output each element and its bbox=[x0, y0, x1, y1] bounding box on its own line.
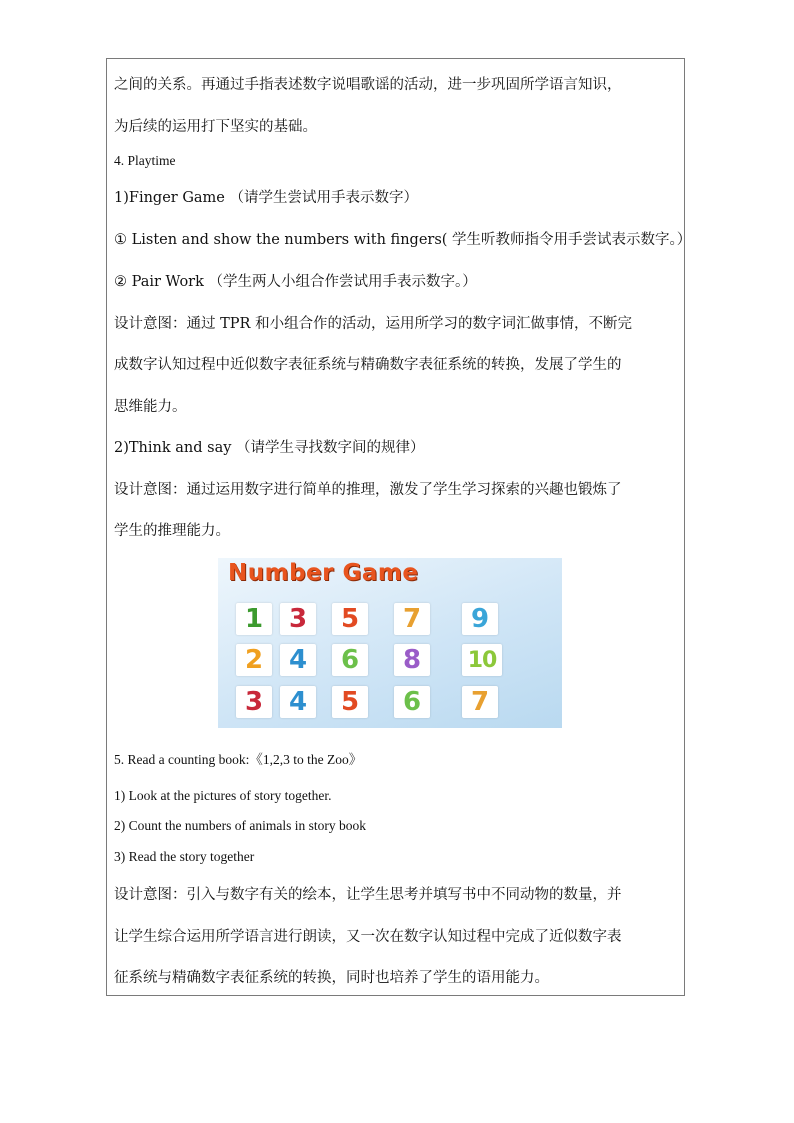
design-intent-1-line-2: 成数字认知过程中近似数字表征系统与精确数字表征系统的转换，发展了学生的 bbox=[114, 357, 622, 373]
number-tile-row2-4: 4 bbox=[280, 644, 316, 676]
number-tile-row1-3: 3 bbox=[280, 603, 316, 635]
number-tile-row3-5: 5 bbox=[332, 686, 368, 718]
number-tile-row3-7: 7 bbox=[462, 686, 498, 718]
step-listen-show: ① Listen and show the numbers with fingers( 学生听教师指令用手尝试表示数字。） bbox=[114, 232, 692, 248]
number-tile-row1-5: 5 bbox=[332, 603, 368, 635]
section-heading-playtime: 4. Playtime bbox=[114, 153, 176, 168]
step-read-story: 3) Read the story together bbox=[114, 849, 255, 864]
number-tile-row3-3: 3 bbox=[236, 686, 272, 718]
number-tile-row1-7: 7 bbox=[394, 603, 430, 635]
number-tile-row2-10: 10 bbox=[462, 644, 502, 676]
design-intent-3-line-3: 征系统与精确数字表征系统的转换，同时也培养了学生的语用能力。 bbox=[114, 970, 549, 986]
number-game-image bbox=[218, 558, 562, 728]
step-count-numbers: 2) Count the numbers of animals in story book bbox=[114, 818, 366, 833]
design-intent-3-line-1: 设计意图：引入与数字有关的绘本，让学生思考并填写书中不同动物的数量，并 bbox=[114, 887, 622, 903]
number-tile-row1-9: 9 bbox=[462, 603, 498, 635]
step-pair-work: ② Pair Work （学生两人小组合作尝试用手表示数字。） bbox=[114, 274, 477, 290]
number-tile-row2-6: 6 bbox=[332, 644, 368, 676]
number-tile-row1-1: 1 bbox=[236, 603, 272, 635]
step-look-pictures: 1) Look at the pictures of story together. bbox=[114, 788, 332, 803]
design-intent-1-line-3: 思维能力。 bbox=[114, 399, 187, 415]
design-intent-3-line-2: 让学生综合运用所学语言进行朗读，又一次在数字认知过程中完成了近似数字表 bbox=[114, 929, 622, 945]
design-intent-2-line-1: 设计意图：通过运用数字进行简单的推理，激发了学生学习探索的兴趣也锻炼了 bbox=[114, 482, 622, 498]
finger-game-heading: 1)Finger Game （请学生尝试用手表示数字） bbox=[114, 190, 418, 206]
number-tile-row3-6: 6 bbox=[394, 686, 430, 718]
text-line-2: 为后续的运用打下坚实的基础。 bbox=[114, 119, 317, 135]
section-heading-read-book: 5. Read a counting book:《1,2,3 to the Zoo》 bbox=[114, 752, 363, 767]
number-tile-row2-2: 2 bbox=[236, 644, 272, 676]
design-intent-1-line-1: 设计意图：通过 TPR 和小组合作的活动，运用所学习的数字词汇做事情，不断完 bbox=[114, 316, 633, 332]
design-intent-2-line-2: 学生的推理能力。 bbox=[114, 523, 230, 539]
number-tile-row3-4: 4 bbox=[280, 686, 316, 718]
think-say-heading: 2)Think and say （请学生寻找数字间的规律） bbox=[114, 440, 425, 456]
number-tile-row2-8: 8 bbox=[394, 644, 430, 676]
number-game-title: Number Game bbox=[228, 560, 419, 586]
text-line-1: 之间的关系。再通过手指表述数字说唱歌谣的活动，进一步巩固所学语言知识， bbox=[114, 77, 622, 93]
